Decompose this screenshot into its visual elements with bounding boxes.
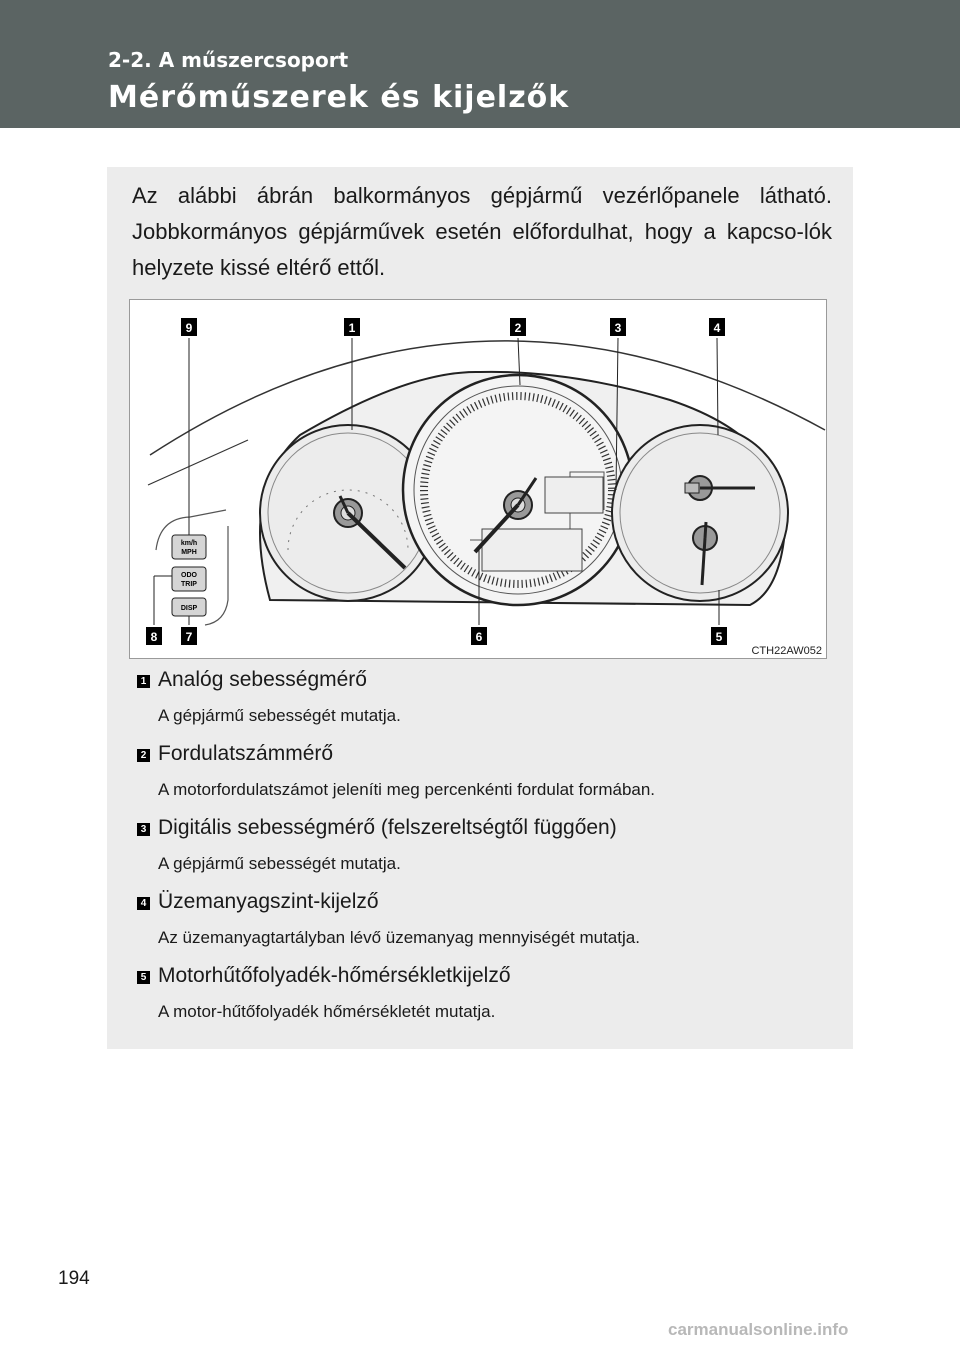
item-title: Analóg sebességmérő xyxy=(158,668,367,691)
list-item xyxy=(137,740,837,814)
item-title: Üzemanyagszint-kijelző xyxy=(158,890,379,913)
list-item xyxy=(137,666,837,740)
button-odo-label: ODO xyxy=(181,572,197,579)
callout-9: 9 xyxy=(185,321,193,335)
callout-2: 2 xyxy=(514,321,522,335)
callout-8: 8 xyxy=(150,630,158,644)
list-item xyxy=(137,962,837,1036)
page-title: Mérőműszerek és kijelzők xyxy=(108,80,570,115)
component-list xyxy=(137,666,837,1036)
button-trip-label: TRIP xyxy=(181,581,197,588)
item-description: A gépjármű sebességét mutatja. xyxy=(158,706,401,725)
callout-6: 6 xyxy=(475,630,483,644)
item-title: Digitális sebességmérő (felszereltségtől függően) xyxy=(158,816,617,839)
button-kmh-label: km/h xyxy=(180,540,198,547)
item-description: A motor-hűtőfolyadék hőmérsékletét mutatja. xyxy=(158,1002,496,1021)
callout-1: 1 xyxy=(348,321,356,335)
list-item xyxy=(137,814,837,888)
figure-code: CTH22AW052 xyxy=(751,645,822,657)
item-number-badge: 2 xyxy=(137,749,150,762)
item-number-badge: 5 xyxy=(137,971,150,984)
item-title: Motorhűtőfolyadék-hőmérsékletkijelző xyxy=(158,964,511,987)
button-mph-label: MPH xyxy=(181,549,197,556)
section-label: 2-2. A műszercsoport xyxy=(108,48,349,72)
chapter-header xyxy=(0,0,960,128)
item-number-badge: 4 xyxy=(137,897,150,910)
item-number-badge: 3 xyxy=(137,823,150,836)
list-item xyxy=(137,888,837,962)
item-description: A gépjármű sebességét mutatja. xyxy=(158,854,401,873)
item-number-badge: 1 xyxy=(137,675,150,688)
callout-3: 3 xyxy=(614,321,622,335)
callout-4: 4 xyxy=(713,321,721,335)
item-title: Fordulatszámmérő xyxy=(158,742,334,765)
watermark: carmanualsonline.info xyxy=(668,1320,849,1339)
cluster-illustration xyxy=(130,300,828,660)
item-description: Az üzemanyagtartályban lévő üzemanyag mennyiségét mutatja. xyxy=(158,928,640,947)
intro-paragraph: Az alábbi ábrán balkormányos gépjármű vezérlőpanele látható. Jobbkormányos gépjárművek esetén előfordulhat, hogy a kapcso-lók helyzete kissé eltérő ettől. xyxy=(132,183,832,280)
callout-7: 7 xyxy=(185,630,193,644)
button-disp-label: DISP xyxy=(180,605,198,612)
callout-5: 5 xyxy=(715,630,723,644)
item-description: A motorfordulatszámot jeleníti meg percenkénti fordulat formában. xyxy=(158,780,656,799)
instrument-cluster-figure xyxy=(129,299,827,659)
page-number: 194 xyxy=(58,1268,90,1289)
